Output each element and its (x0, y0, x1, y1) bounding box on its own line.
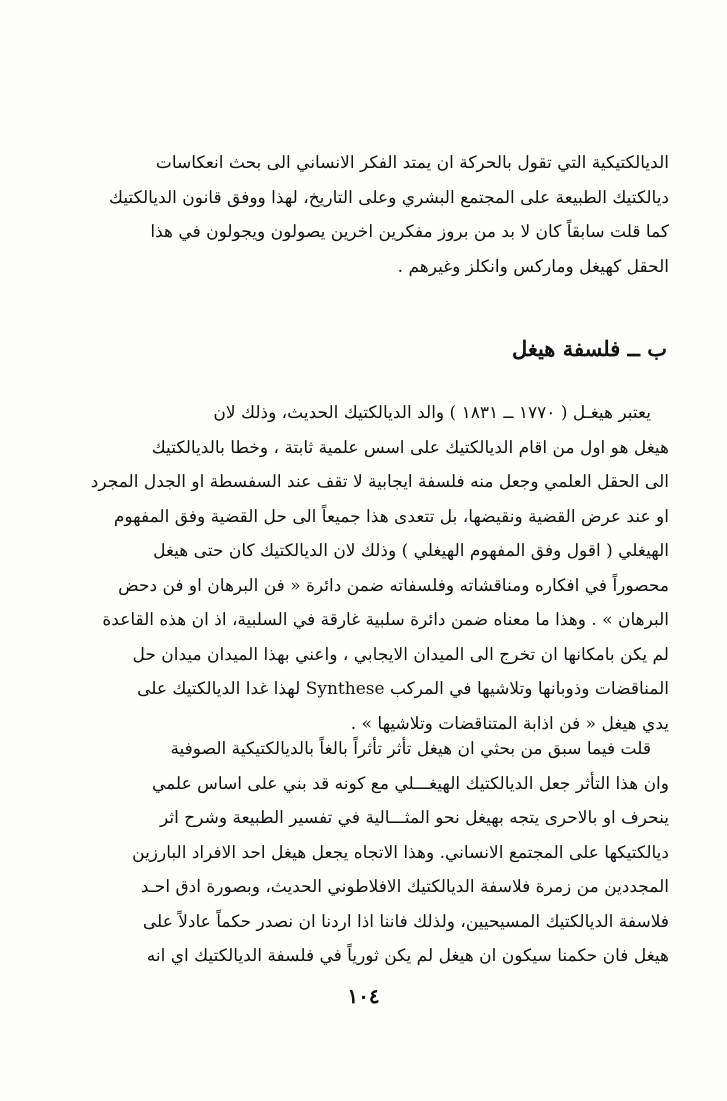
text-line: يدي هيغل « فن اذابة المتناقضات وتلاشيها » . (350, 713, 669, 734)
text-line: وان هذا التأثر جعل الديالكتيك الهيغـــلي مع كونه قد بني على اساس علمي (151, 773, 669, 794)
text-line: المجددين من زمرة فلاسفة الديالكتيك الافلاطوني الحديث، وبصورة ادق احـد (140, 877, 669, 897)
text-line: هيغل هو اول من اقام الديالكتيك على اسس علمية ثابتة ، وخطا بالديالكتيك (151, 437, 669, 458)
page-number: ١٠٤ (347, 984, 380, 1008)
text-line: او عند عرض القضية ونقيضها، بل تتعدى هذا جميعاً الى حل القضية وفق المفهوم (113, 506, 669, 527)
text-line: ينحرف او بالاحرى يتجه بهيغل نحو المثـــالية في تفسير الطبيعة وشرح اثر (160, 808, 669, 828)
section-heading: ب ــ فلسفة هيغل (511, 336, 667, 361)
text-line: البرهان » . وهذا ما معناه ضمن دائرة سلبية غارقة في السلبية، اذ ان هذه القاعدة (102, 610, 669, 630)
text-line: هيغل فان حكمنا سيكون ان هيغل لم يكن ثورياً في فلسفة الديالكتيك اي انه (146, 946, 669, 966)
text-line: فلاسفة الديالكتيك المسيحيين، ولذلك فاننا اذا اردنا ان نصدر حكماً عادلاً على (142, 911, 669, 932)
text-line: ديالكتيك الطبيعة على المجتمع البشري وعلى التاريخ، لهذا ووفق قانون الديالكتيك (109, 187, 669, 208)
text-line: الحقل كهيغل وماركس وانكلز وغيرهم . (397, 256, 669, 277)
text-line: الى الحقل العلمي وجعل منه فلسفة ايجابية لا تقف عند السفسطة او الجدل المجرد (90, 472, 669, 492)
text-line: ديالكتيكها على المجتمع الانساني. وهذا الاتجاه يجعل هيغل احد الافراد البارزين (132, 842, 669, 863)
paragraph-3 (58, 732, 669, 974)
paragraph-2 (58, 396, 669, 741)
text-line: الهيغلي ( اقول وفق المفهوم الهيغلي ) وذلك لان الديالكتيك كان حتى هيغل (153, 541, 669, 561)
text-line: يعتبر هيغـل ( ١٧٧٠ ــ ١٨٣١ ) والد الديالكتيك الحديث، وذلك لان (213, 403, 651, 423)
text-line: كما قلت سابقاً كان لا بد من بروز مفكرين اخرين يصولون ويجولون في هذا (150, 222, 669, 242)
text-line: قلت فيما سبق من بحثي ان هيغل تأثر تأثراً بالغاً بالديالكتيكية الصوفية (170, 739, 651, 759)
text-line: محصوراً في افكاره ومناقشاته وفلسفاته ضمن دائرة « فن البرهان او فن دحض (118, 575, 669, 596)
text-line: المناقضات وذوبانها وتلاشيها في المركب Synthese لهذا غدا الديالكتيك على (137, 679, 669, 699)
text-line: الديالكتيكية التي تقول بالحركة ان يمتد الفكر الانساني الى بحث انعكاسات (155, 153, 669, 173)
text-line: لم يكن بامكانها ان تخرج الى الميدان الايجابي ، واعني بهذا الميدان ميدان حل (132, 644, 669, 665)
paragraph-1 (58, 146, 669, 284)
